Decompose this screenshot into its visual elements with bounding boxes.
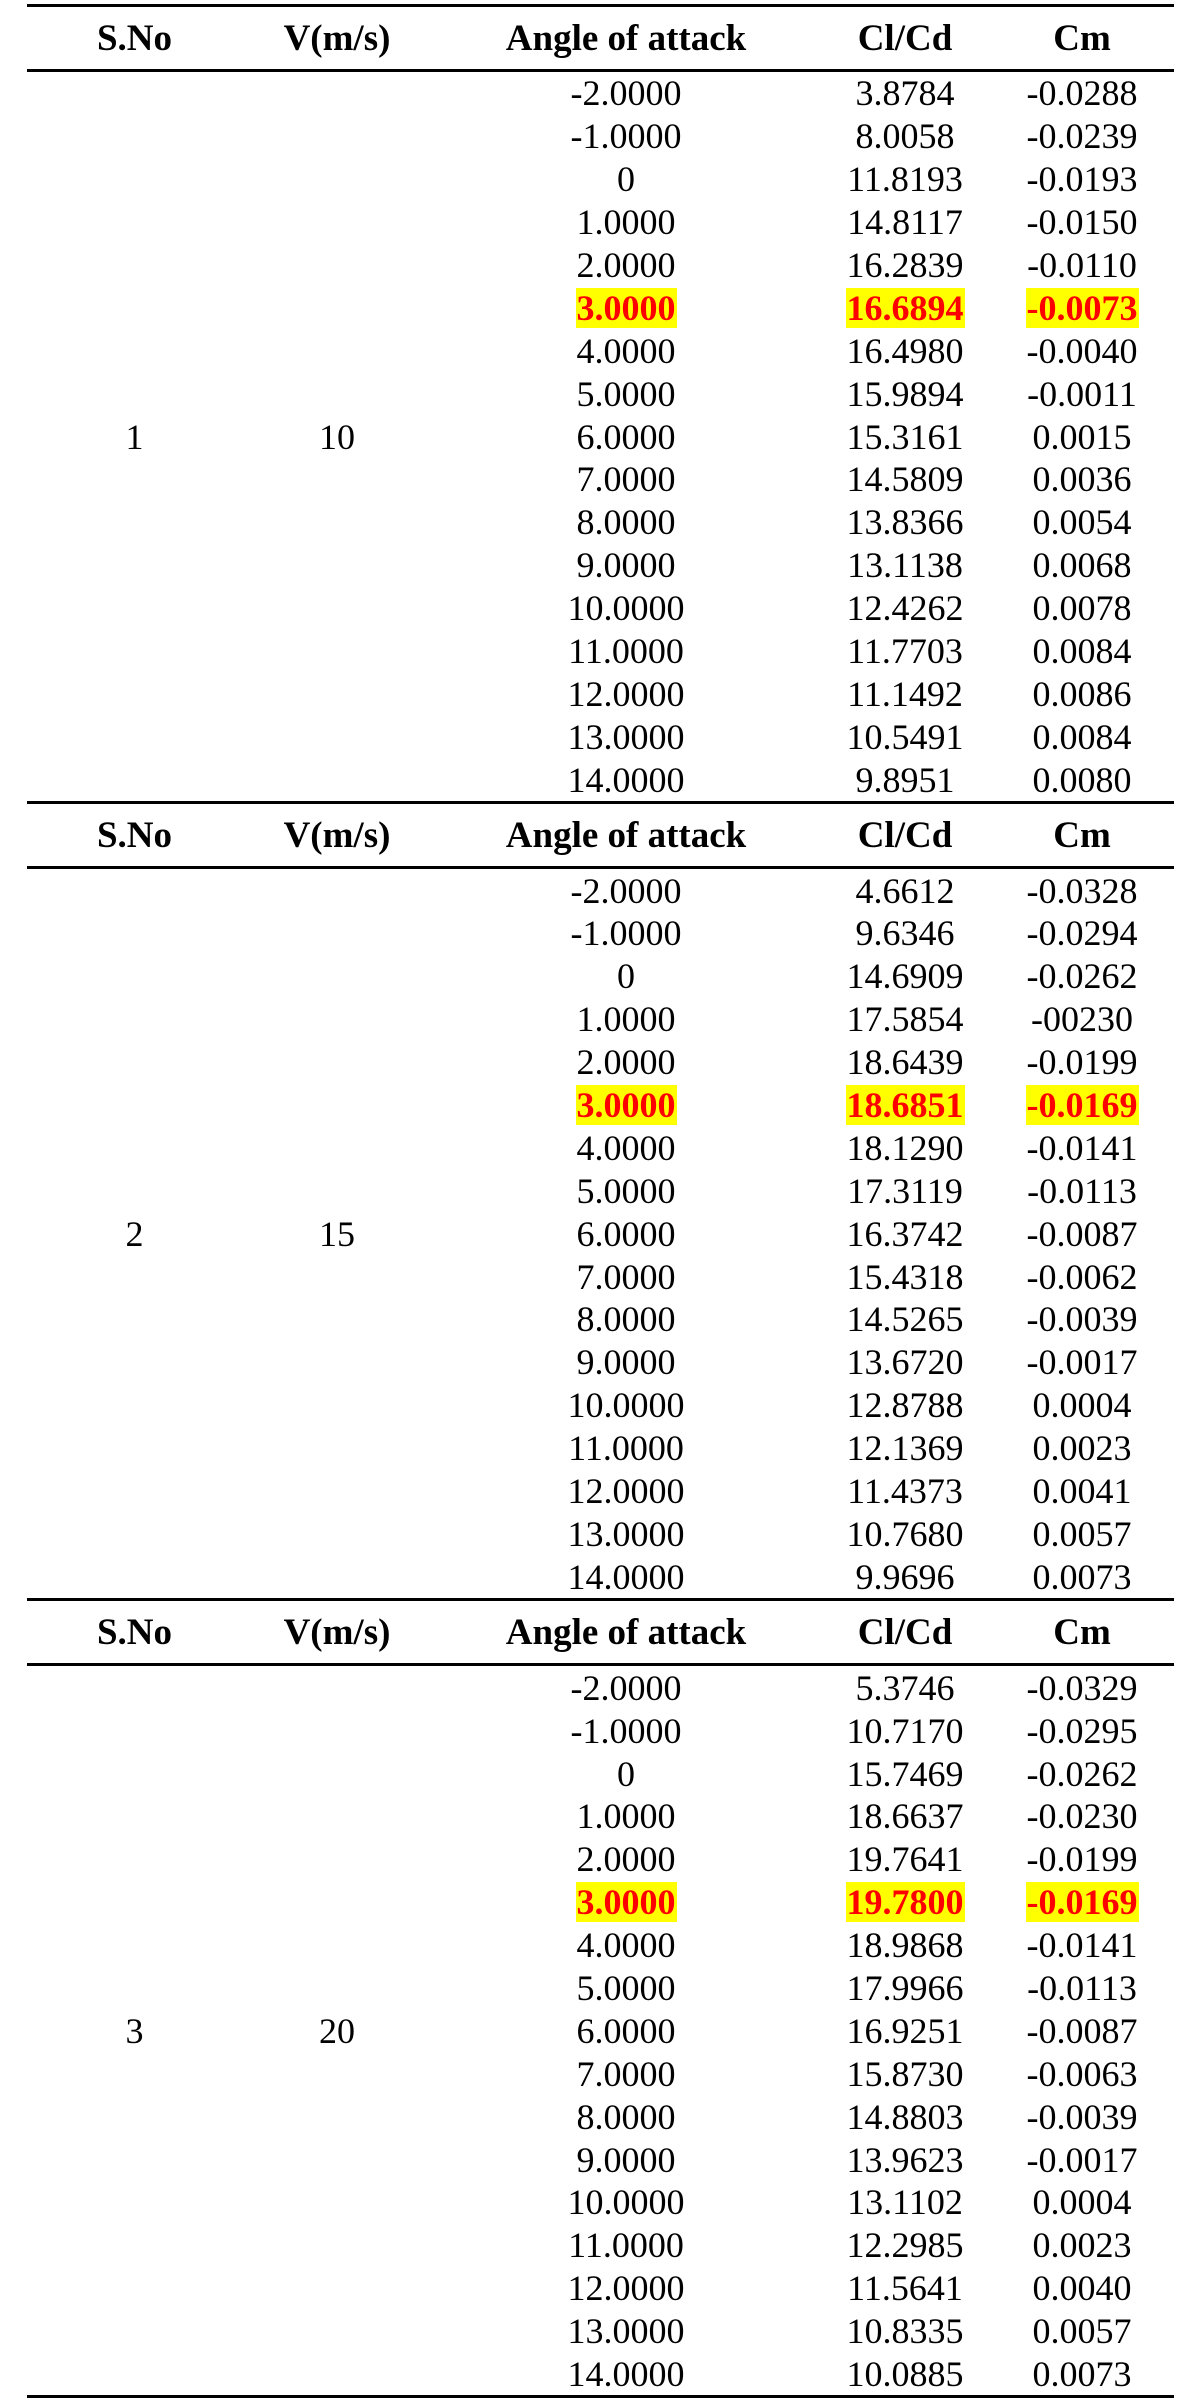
cl-cd-cell: 4.6612	[855, 870, 955, 911]
cl-cd-cell: 17.9966	[846, 1967, 964, 2008]
cl-cd-cell: 13.1102	[847, 2182, 963, 2223]
cm-cell: 0.0015	[1032, 416, 1132, 457]
cl-cd-cell: 15.9894	[846, 373, 964, 414]
cl-cd-cell: 15.8730	[846, 2053, 964, 2094]
angle-of-attack-cell: 5.0000	[576, 373, 676, 414]
cl-cd-cell: 12.8788	[846, 1385, 964, 1426]
cl-cd-cell: 17.3119	[847, 1170, 963, 1211]
cl-cd-cell: 11.8193	[847, 159, 963, 200]
table-row	[27, 1665, 1174, 1709]
velocity-cell: 15	[319, 1213, 355, 1254]
header-cm: Cm	[990, 803, 1174, 868]
table-row	[27, 71, 1174, 115]
angle-of-attack-cell: 12.0000	[567, 673, 685, 714]
cl-cd-cell: 12.1369	[846, 1428, 964, 1469]
angle-of-attack-cell: 1.0000	[576, 999, 676, 1040]
angle-of-attack-cell: -1.0000	[570, 116, 682, 157]
angle-of-attack-cell: 12.0000	[567, 2268, 685, 2309]
angle-of-attack-cell: 2.0000	[576, 1839, 676, 1880]
cm-cell: 0.0004	[1032, 1385, 1132, 1426]
angle-of-attack-cell: 6.0000	[576, 416, 676, 457]
angle-of-attack-cell: 10.0000	[567, 2182, 685, 2223]
cm-cell: -0.0141	[1026, 1127, 1138, 1168]
cm-cell: -0.0239	[1026, 116, 1138, 157]
cm-cell: -0.0141	[1026, 1925, 1138, 1966]
header-cl-cd: Cl/Cd	[820, 1600, 990, 1665]
cl-cd-cell: 12.2985	[846, 2225, 964, 2266]
section-2	[27, 868, 1174, 1600]
cl-cd-cell: 14.6909	[846, 956, 964, 997]
angle-of-attack-cell: 6.0000	[576, 1213, 676, 1254]
cl-cd-cell: 10.7680	[846, 1513, 964, 1554]
section-3	[27, 1665, 1174, 2397]
cl-cd-cell	[820, 286, 990, 329]
cm-cell: -0.0199	[1026, 1042, 1138, 1083]
angle-of-attack-cell: 0	[617, 956, 635, 997]
cl-cd-cell: 10.5491	[846, 716, 964, 757]
cm-cell: -00230	[1031, 999, 1133, 1040]
cm-cell: -0.0113	[1027, 1170, 1137, 1211]
cl-cd-cell: 15.3161	[846, 416, 964, 457]
sno-cell: 3	[27, 1665, 242, 2397]
section-header	[27, 1600, 1174, 1665]
angle-of-attack-cell: 9.0000	[576, 545, 676, 586]
angle-of-attack-cell: 2.0000	[576, 245, 676, 285]
cm-cell: 0.0068	[1032, 545, 1132, 586]
cm-cell: 0.0054	[1032, 502, 1132, 543]
header-cl-cd: Cl/Cd	[820, 6, 990, 71]
header-cm: Cm	[990, 1600, 1174, 1665]
angle-of-attack-cell: 8.0000	[576, 502, 676, 543]
cl-cd-cell: 11.4373	[847, 1471, 963, 1512]
cm-cell: 0.0078	[1032, 588, 1132, 629]
cm-cell: -0.0328	[1026, 870, 1138, 911]
cm-cell: 0.0073	[990, 2353, 1174, 2397]
cm-cell: -0.0110	[1027, 245, 1137, 285]
cl-cd-cell: 18.9868	[846, 1925, 964, 1966]
cm-cell: -0.0063	[1026, 2053, 1138, 2094]
header-velocity: V(m/s)	[242, 6, 432, 71]
cm-cell: -0.0017	[1026, 1342, 1138, 1383]
angle-of-attack-cell: 13.0000	[567, 2311, 685, 2352]
cl-cd-cell	[820, 1881, 990, 1924]
cl-cd-cell: 14.5265	[846, 1299, 964, 1340]
cm-cell: -0.0262	[1026, 956, 1138, 997]
angle-of-attack-cell: 2.0000	[576, 1042, 676, 1083]
angle-of-attack-cell: -1.0000	[570, 913, 682, 954]
cm-cell: -0.0062	[1026, 1256, 1138, 1297]
angle-of-attack-cell: 12.0000	[567, 1471, 685, 1512]
cl-cd-cell: 19.7641	[846, 1839, 964, 1880]
cl-cd-cell: 9.8951	[855, 759, 955, 800]
highlighted-value: 3.0000	[576, 1882, 676, 1923]
table-row	[27, 868, 1174, 912]
sno-cell: 2	[125, 1213, 144, 1254]
angle-of-attack-cell: 13.0000	[567, 716, 685, 757]
cl-cd-cell: 15.4318	[846, 1256, 964, 1297]
cl-cd-cell: 10.7170	[846, 1710, 964, 1751]
highlighted-value: -0.0169	[1026, 1085, 1138, 1126]
header-velocity: V(m/s)	[242, 1600, 432, 1665]
cl-cd-cell	[820, 1084, 990, 1127]
cm-cell: -0.0329	[1026, 1667, 1138, 1708]
cm-cell: -0.0113	[1027, 1967, 1137, 2008]
angle-of-attack-cell	[432, 1881, 820, 1924]
cl-cd-cell: 13.9623	[846, 2139, 964, 2180]
cm-cell: 0.0073	[1032, 1556, 1132, 1597]
header-sno: S.No	[27, 1600, 242, 1665]
cm-cell: -0.0017	[1026, 2139, 1138, 2180]
cl-cd-cell: 11.5641	[847, 2268, 963, 2309]
cl-cd-cell: 18.1290	[846, 1127, 964, 1168]
angle-of-attack-cell: 10.0000	[567, 1385, 685, 1426]
angle-of-attack-cell: 11.0000	[568, 631, 684, 672]
cl-cd-cell: 14.8803	[846, 2096, 964, 2137]
cl-cd-cell: 10.8335	[846, 2311, 964, 2352]
cl-cd-cell: 11.7703	[847, 631, 963, 672]
header-angle-of-attack: Angle of attack	[432, 1600, 820, 1665]
cm-cell	[990, 1084, 1174, 1127]
cm-cell: -0.0087	[1026, 2010, 1138, 2051]
angle-of-attack-cell: 9.0000	[576, 1342, 676, 1383]
header-row	[27, 803, 1174, 868]
cm-cell: -0.0150	[1026, 202, 1138, 243]
angle-of-attack-cell: 4.0000	[576, 1925, 676, 1966]
cm-cell: 0.0086	[1032, 673, 1132, 714]
cm-cell: 0.0084	[1032, 716, 1132, 757]
header-sno: S.No	[27, 803, 242, 868]
cm-cell: -0.0230	[1026, 1796, 1138, 1837]
angle-of-attack-cell: 6.0000	[576, 2010, 676, 2051]
cm-cell: 0.0057	[1032, 1513, 1132, 1554]
highlighted-value: -0.0169	[1026, 1882, 1138, 1923]
angle-of-attack-cell: 8.0000	[576, 1299, 676, 1340]
cl-cd-cell: 9.9696	[855, 1556, 955, 1597]
cl-cd-cell: 17.5854	[846, 999, 964, 1040]
cm-cell	[990, 1881, 1174, 1924]
cl-cd-cell: 13.6720	[846, 1342, 964, 1383]
cl-cd-cell: 14.8117	[847, 202, 963, 243]
angle-of-attack-cell: 0	[617, 1753, 635, 1794]
angle-of-attack-cell: -1.0000	[570, 1710, 682, 1751]
header-velocity: V(m/s)	[242, 803, 432, 868]
angle-of-attack-cell: 1.0000	[576, 202, 676, 243]
highlighted-value: 16.6894	[846, 287, 964, 328]
angle-of-attack-cell: 7.0000	[576, 1256, 676, 1297]
cm-cell: -0.0039	[1026, 2096, 1138, 2137]
section-header	[27, 803, 1174, 868]
angle-of-attack-cell: 1.0000	[576, 1796, 676, 1837]
angle-of-attack-cell: 4.0000	[576, 330, 676, 371]
sno-cell: 1	[125, 416, 144, 457]
header-sno: S.No	[27, 6, 242, 71]
angle-of-attack-cell: 7.0000	[576, 2053, 676, 2094]
angle-of-attack-cell: -2.0000	[570, 1667, 682, 1708]
cm-cell: 0.0040	[1032, 2268, 1132, 2309]
cl-cd-cell: 10.0885	[820, 2353, 990, 2397]
angle-of-attack-cell: 9.0000	[576, 2139, 676, 2180]
cl-cd-cell: 18.6637	[846, 1796, 964, 1837]
cl-cd-cell: 13.8366	[846, 502, 964, 543]
highlighted-value: 3.0000	[576, 287, 676, 328]
cl-cd-cell: 3.8784	[855, 73, 955, 114]
section-1	[27, 71, 1174, 803]
cm-cell: -0.0193	[1026, 159, 1138, 200]
angle-of-attack-cell: 11.0000	[568, 1428, 684, 1469]
cm-cell: -0.0294	[1026, 913, 1138, 954]
velocity-cell: 20	[242, 1665, 432, 2397]
cl-cd-cell: 14.5809	[846, 459, 964, 500]
cm-cell: -0.0087	[1026, 1213, 1138, 1254]
angle-of-attack-cell	[432, 1084, 820, 1127]
cl-cd-cell: 11.1492	[847, 673, 963, 714]
cm-cell: 0.0041	[1032, 1471, 1132, 1512]
cm-cell: -0.0262	[1026, 1753, 1138, 1794]
cm-cell: 0.0036	[1032, 459, 1132, 500]
cl-cd-cell: 8.0058	[855, 116, 955, 157]
angle-of-attack-cell: 10.0000	[567, 588, 685, 629]
cm-cell: -0.0295	[1026, 1710, 1138, 1751]
cm-cell: 0.0080	[1032, 759, 1132, 800]
cl-cd-cell: 16.9251	[846, 2010, 964, 2051]
angle-of-attack-cell: 0	[617, 159, 635, 200]
cl-cd-cell: 16.3742	[846, 1213, 964, 1254]
angle-of-attack-cell: 14.0000	[432, 2353, 820, 2397]
angle-of-attack-cell: 5.0000	[576, 1967, 676, 2008]
cl-cd-cell: 5.3746	[855, 1667, 955, 1708]
highlighted-value: -0.0073	[1026, 287, 1138, 328]
cm-cell: -0.0011	[1027, 373, 1137, 414]
cm-cell: 0.0057	[1032, 2311, 1132, 2352]
cm-cell: 0.0004	[1032, 2182, 1132, 2223]
angle-of-attack-cell: -2.0000	[570, 73, 682, 114]
cm-cell: -0.0040	[1026, 330, 1138, 371]
highlighted-value: 3.0000	[576, 1085, 676, 1126]
header-cm: Cm	[990, 6, 1174, 71]
cm-cell: -0.0199	[1026, 1839, 1138, 1880]
angle-of-attack-cell: 11.0000	[568, 2225, 684, 2266]
header-cl-cd: Cl/Cd	[820, 803, 990, 868]
angle-of-attack-cell: 14.0000	[567, 1556, 685, 1597]
cl-cd-cell: 16.2839	[846, 245, 964, 285]
cl-cd-cell: 16.4980	[846, 330, 964, 371]
velocity-cell: 10	[319, 416, 355, 457]
cl-cd-cell: 9.6346	[855, 913, 955, 954]
angle-of-attack-cell: 4.0000	[576, 1127, 676, 1168]
angle-of-attack-cell: 5.0000	[576, 1170, 676, 1211]
cl-cd-cell: 12.4262	[846, 588, 964, 629]
angle-of-attack-cell: 13.0000	[567, 1513, 685, 1554]
header-angle-of-attack: Angle of attack	[432, 6, 820, 71]
header-row	[27, 1600, 1174, 1665]
angle-of-attack-cell: -2.0000	[570, 870, 682, 911]
cm-cell: -0.0039	[1026, 1299, 1138, 1340]
cm-cell: 0.0084	[1032, 631, 1132, 672]
cl-cd-cell: 13.1138	[847, 545, 963, 586]
angle-of-attack-cell: 8.0000	[576, 2096, 676, 2137]
cm-cell: -0.0288	[1026, 73, 1138, 114]
highlighted-value: 19.7800	[846, 1882, 964, 1923]
cm-cell: 0.0023	[1032, 1428, 1132, 1469]
cm-cell	[990, 286, 1174, 329]
cl-cd-cell: 15.7469	[846, 1753, 964, 1794]
angle-of-attack-cell	[432, 286, 820, 329]
cl-cd-cell: 18.6439	[846, 1042, 964, 1083]
cm-cell: 0.0023	[1032, 2225, 1132, 2266]
section-header	[27, 6, 1174, 71]
angle-of-attack-cell: 14.0000	[567, 759, 685, 800]
header-row	[27, 6, 1174, 71]
highlighted-value: 18.6851	[846, 1085, 964, 1126]
aerodynamic-results-table	[27, 4, 1174, 2398]
header-angle-of-attack: Angle of attack	[432, 803, 820, 868]
angle-of-attack-cell: 7.0000	[576, 459, 676, 500]
